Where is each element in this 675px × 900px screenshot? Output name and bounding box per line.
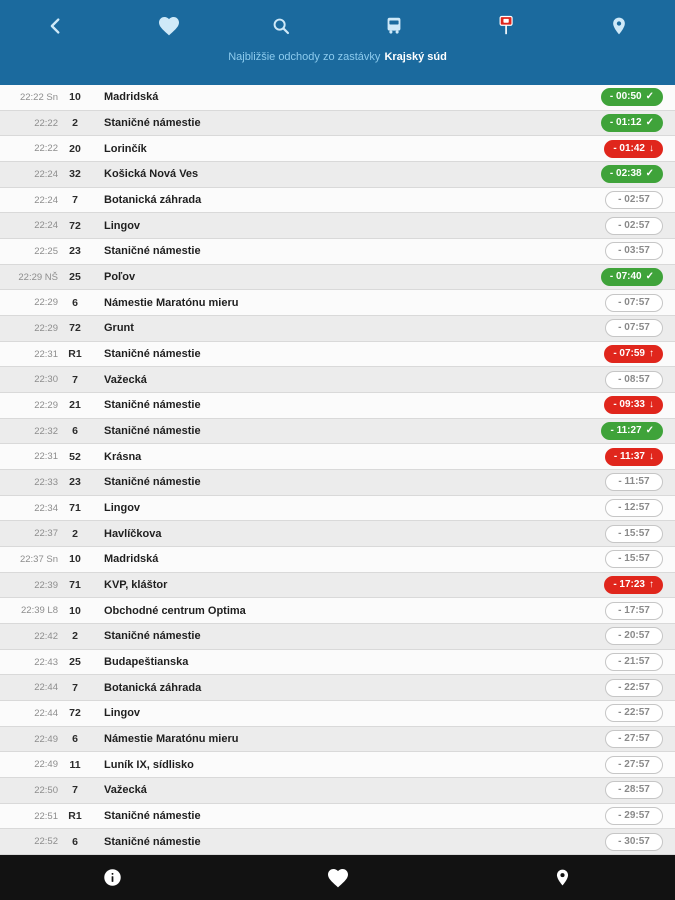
countdown-value: - 17:23	[613, 579, 645, 591]
badge-status-icon: ↓	[649, 450, 654, 462]
line-number: 6	[72, 835, 78, 848]
departure-row[interactable]	[0, 496, 675, 522]
departure-row[interactable]	[0, 265, 675, 291]
countdown-badge	[604, 345, 663, 363]
countdown-badge	[604, 396, 663, 414]
departure-row[interactable]	[0, 111, 675, 137]
departure-time: 22:49	[34, 759, 58, 771]
departure-row[interactable]	[0, 239, 675, 265]
line-number: R1	[68, 810, 82, 823]
countdown-badge	[605, 371, 663, 389]
line-number: 25	[69, 271, 81, 284]
countdown-badge	[601, 114, 663, 132]
countdown-value: - 22:57	[618, 681, 650, 693]
departure-time: 22:22	[34, 117, 58, 129]
map-pin-icon	[609, 15, 629, 37]
line-number: 72	[69, 219, 81, 232]
countdown-value: - 27:57	[618, 733, 650, 745]
destination: Staničné námestie	[104, 117, 201, 129]
bus-icon	[383, 15, 405, 37]
destination: Botanická záhrada	[104, 681, 202, 694]
countdown-badge	[605, 525, 663, 543]
departure-time: 22:52	[34, 836, 58, 848]
line-number: 21	[69, 399, 81, 412]
line-number: 7	[72, 194, 78, 207]
favorites-bottom-button[interactable]	[308, 858, 368, 898]
heart-icon	[157, 14, 181, 38]
departure-time: 22:50	[34, 784, 58, 796]
countdown-badge	[605, 499, 663, 517]
departure-row[interactable]	[0, 342, 675, 368]
destination: Lorinčík	[104, 142, 147, 155]
countdown-badge	[605, 653, 663, 671]
destination: Lingov	[104, 219, 141, 232]
departure-row[interactable]	[0, 316, 675, 342]
destination: Staničné námestie	[104, 245, 201, 258]
departure-row[interactable]	[0, 188, 675, 214]
departure-time: 22:51	[34, 810, 58, 822]
destination: Madridská	[104, 553, 159, 566]
countdown-badge	[605, 730, 663, 748]
bottom-bar	[0, 855, 675, 900]
departure-time: 22:25	[34, 245, 58, 257]
badge-status-icon: ✓	[645, 425, 654, 437]
countdown-value: - 17:57	[618, 604, 650, 616]
countdown-value: - 09:33	[613, 399, 645, 411]
departure-row[interactable]	[0, 727, 675, 753]
departure-time: 22:29	[34, 322, 58, 334]
departure-time: 22:34	[34, 502, 58, 514]
line-number: 7	[72, 373, 78, 386]
departure-time: 22:43	[34, 656, 58, 668]
line-number: 20	[69, 142, 81, 155]
countdown-value: - 30:57	[618, 835, 650, 847]
departure-time: 22:37	[34, 528, 58, 540]
destination: Važecká	[104, 784, 147, 797]
subtitle-prefix: Najbližšie odchody zo zastávky	[228, 51, 381, 63]
countdown-badge	[601, 422, 663, 440]
countdown-badge	[605, 294, 663, 312]
countdown-badge	[605, 242, 663, 260]
departure-row[interactable]	[0, 444, 675, 470]
departure-time: 22:44	[34, 682, 58, 694]
destination: Košická Nová Ves	[104, 168, 199, 181]
departure-time: 22:32	[34, 425, 58, 437]
info-icon	[102, 867, 123, 888]
countdown-value: - 11:37	[613, 450, 645, 462]
countdown-badge	[601, 268, 663, 286]
favorites-button[interactable]	[146, 6, 192, 46]
badge-status-icon: ✓	[645, 91, 654, 103]
departure-row[interactable]	[0, 650, 675, 676]
departure-row[interactable]	[0, 624, 675, 650]
departure-time: 22:24	[34, 220, 58, 232]
countdown-value: - 01:42	[613, 142, 645, 154]
destination: Poľov	[104, 271, 136, 284]
destination: Staničné námestie	[104, 630, 201, 643]
departure-row[interactable]	[0, 393, 675, 419]
line-number: 7	[72, 681, 78, 694]
back-button[interactable]	[33, 6, 79, 46]
departure-row[interactable]	[0, 598, 675, 624]
line-number: 71	[69, 502, 81, 515]
map-pin-icon	[553, 867, 572, 888]
countdown-value: - 28:57	[618, 784, 650, 796]
departure-row[interactable]	[0, 290, 675, 316]
line-number: 25	[69, 656, 81, 669]
countdown-value: - 29:57	[618, 810, 650, 822]
destination: Staničné námestie	[104, 425, 201, 438]
destination: Madridská	[104, 91, 159, 104]
countdown-badge	[604, 576, 663, 594]
departure-time: 22:42	[34, 630, 58, 642]
line-number: 6	[72, 296, 78, 309]
countdown-value: - 22:57	[618, 707, 650, 719]
destination: Luník IX, sídlisko	[104, 758, 194, 771]
search-icon	[270, 15, 292, 37]
departure-time: 22:22	[34, 143, 58, 155]
countdown-badge	[604, 140, 663, 158]
info-button[interactable]	[83, 858, 143, 898]
destination: Grunt	[104, 322, 134, 335]
departure-time: 22:31	[34, 348, 58, 360]
countdown-badge	[605, 679, 663, 697]
line-number: 2	[72, 527, 78, 540]
countdown-value: - 07:40	[609, 271, 642, 283]
destination: Havlíčkova	[104, 527, 162, 540]
destination: Budapeštianska	[104, 656, 189, 669]
line-number: R1	[68, 348, 82, 361]
countdown-value: - 00:50	[609, 91, 642, 103]
line-number: 7	[72, 784, 78, 797]
departure-row[interactable]	[0, 419, 675, 445]
countdown-badge	[605, 602, 663, 620]
destination: Staničné námestie	[104, 810, 201, 823]
countdown-value: - 27:57	[618, 758, 650, 770]
destination: Staničné námestie	[104, 399, 201, 412]
back-icon	[45, 15, 67, 37]
destination: Obchodné centrum Optima	[104, 604, 246, 617]
countdown-value: - 20:57	[618, 630, 650, 642]
line-number: 23	[69, 476, 81, 489]
departure-time: 22:37 Sn	[19, 553, 58, 565]
destination: Staničné námestie	[104, 476, 201, 489]
departure-row[interactable]	[0, 701, 675, 727]
departure-row[interactable]	[0, 573, 675, 599]
stops-button[interactable]	[483, 6, 529, 46]
map-button[interactable]	[596, 6, 642, 46]
badge-status-icon: ↓	[649, 142, 654, 154]
line-number: 10	[69, 604, 81, 617]
countdown-value: - 01:12	[609, 117, 642, 128]
departure-time: 22:24	[34, 168, 58, 180]
countdown-badge	[605, 833, 663, 851]
destination: Lingov	[104, 502, 141, 515]
line-number: 23	[69, 245, 81, 258]
departures-subtitle	[0, 48, 675, 63]
departure-time: 22:33	[34, 476, 58, 488]
badge-status-icon: ✓	[645, 271, 654, 283]
destination: KVP, kláštor	[104, 579, 168, 592]
line-number: 6	[72, 733, 78, 746]
countdown-value: - 11:27	[610, 425, 642, 437]
departure-time: 22:29	[34, 399, 58, 411]
badge-status-icon: ↑	[649, 348, 654, 360]
departure-row[interactable]	[0, 85, 675, 111]
departure-time: 22:29	[34, 297, 58, 309]
departure-row[interactable]	[0, 470, 675, 496]
line-number: 2	[72, 117, 78, 129]
toolbar	[0, 0, 675, 48]
badge-status-icon: ✓	[645, 117, 654, 128]
countdown-badge	[605, 550, 663, 568]
countdown-value: - 15:57	[618, 527, 650, 539]
countdown-value: - 07:57	[618, 296, 650, 308]
departure-time: 22:39 L8	[21, 605, 58, 617]
countdown-badge	[605, 807, 663, 825]
countdown-badge	[605, 473, 663, 491]
line-number: 2	[72, 630, 78, 643]
countdown-value: - 08:57	[618, 373, 650, 385]
countdown-badge	[605, 448, 663, 466]
departure-time: 22:22 Sn	[19, 91, 58, 103]
badge-status-icon: ✓	[645, 168, 654, 180]
countdown-value: - 07:59	[613, 348, 645, 360]
countdown-value: - 02:38	[609, 168, 642, 180]
countdown-value: - 12:57	[618, 502, 650, 514]
destination: Krásna	[104, 450, 142, 463]
badge-status-icon: ↓	[649, 399, 654, 411]
line-number: 11	[69, 758, 81, 771]
countdown-value: - 21:57	[618, 656, 650, 668]
countdown-value: - 15:57	[618, 553, 650, 565]
destination: Staničné námestie	[104, 835, 201, 848]
departure-time: 22:30	[34, 374, 58, 386]
departure-row[interactable]	[0, 778, 675, 804]
countdown-value: - 11:57	[618, 476, 650, 488]
countdown-value: - 03:57	[618, 245, 650, 257]
countdown-badge	[605, 756, 663, 774]
app-header	[0, 0, 675, 85]
departure-time: 22:49	[34, 733, 58, 745]
countdown-value: - 02:57	[618, 194, 650, 206]
line-number: 72	[69, 707, 81, 720]
departure-row[interactable]	[0, 829, 675, 855]
countdown-badge	[605, 191, 663, 209]
destination: Staničné námestie	[104, 348, 201, 361]
departure-row[interactable]	[0, 521, 675, 547]
line-number: 10	[69, 91, 81, 104]
line-number: 52	[69, 450, 81, 463]
departure-time: 22:24	[34, 194, 58, 206]
countdown-badge	[601, 88, 663, 106]
destination: Lingov	[104, 707, 141, 720]
departure-row[interactable]	[0, 367, 675, 393]
heart-icon	[326, 866, 350, 890]
departure-row[interactable]	[0, 804, 675, 830]
destination: Námestie Maratónu mieru	[104, 733, 239, 746]
countdown-badge	[605, 781, 663, 799]
countdown-badge	[605, 217, 663, 235]
vehicles-button[interactable]	[371, 6, 417, 46]
departure-row[interactable]	[0, 136, 675, 162]
countdown-badge	[601, 165, 663, 183]
line-number: 32	[69, 168, 81, 181]
destination: Námestie Maratónu mieru	[104, 296, 239, 309]
line-number: 72	[69, 322, 81, 335]
destination: Važecká	[104, 373, 147, 386]
countdown-value: - 07:57	[618, 322, 650, 334]
countdown-badge	[605, 319, 663, 337]
departures-list	[0, 85, 675, 855]
badge-status-icon: ↑	[649, 579, 654, 591]
line-number: 71	[69, 579, 81, 592]
departure-time: 22:44	[34, 707, 58, 719]
stop-name: Krajský súd	[384, 51, 447, 63]
map-bottom-button[interactable]	[533, 858, 593, 898]
countdown-badge	[605, 704, 663, 722]
departure-row[interactable]	[0, 162, 675, 188]
departure-row[interactable]	[0, 213, 675, 239]
departure-row[interactable]	[0, 547, 675, 573]
bus-stop-icon	[495, 15, 517, 37]
departure-time: 22:29 NŠ	[18, 271, 58, 283]
departure-time: 22:31	[34, 451, 58, 463]
line-number: 10	[69, 553, 81, 566]
departure-row[interactable]	[0, 752, 675, 778]
departure-row[interactable]	[0, 675, 675, 701]
departure-time: 22:39	[34, 579, 58, 591]
destination: Botanická záhrada	[104, 194, 202, 207]
search-button[interactable]	[258, 6, 304, 46]
countdown-badge	[605, 627, 663, 645]
line-number: 6	[72, 425, 78, 438]
countdown-value: - 02:57	[618, 219, 650, 231]
